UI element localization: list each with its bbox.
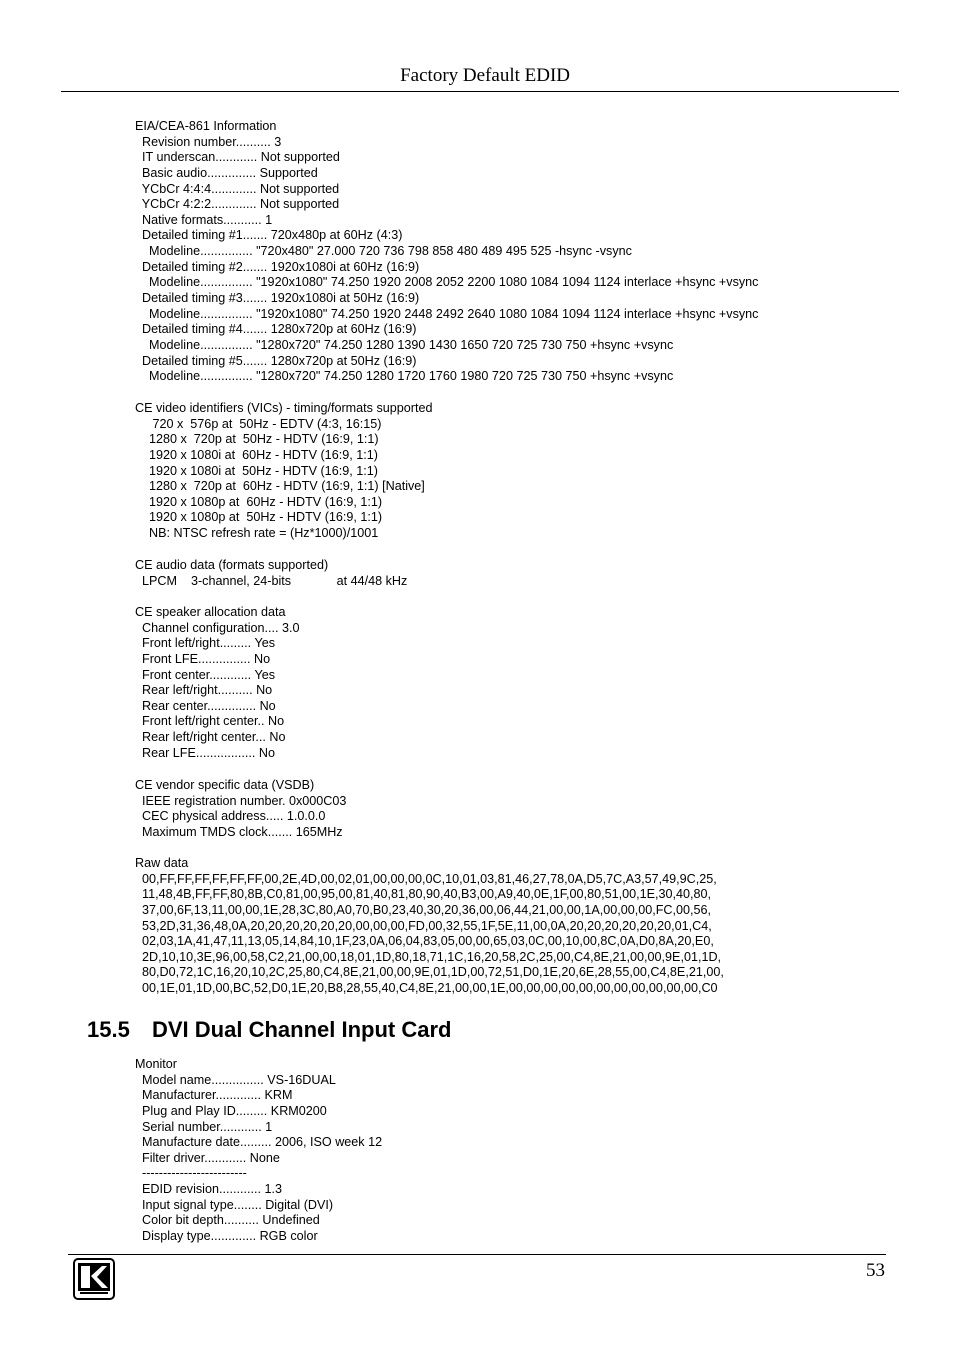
text-line: Modeline............... "1920x1080" 74.250 1920 2008 2052 2200 1080 1084 1094 1124 interlace +hsync +vsync	[135, 275, 759, 290]
text-line: Raw data	[135, 856, 189, 870]
text-line: 720 x 576p at 50Hz - EDTV (4:3, 16:15)	[135, 416, 382, 431]
text-line: 00,FF,FF,FF,FF,FF,FF,00,2E,4D,00,02,01,00,00,00,0C,10,01,03,81,46,27,78,0A,D5,7C,A3,57,49,9C,25,	[135, 871, 717, 886]
text-line: CE video identifiers (VICs) - timing/formats supported	[135, 401, 433, 415]
text-line: Front center............ Yes	[135, 667, 275, 682]
text-line: Rear left/right.......... No	[135, 683, 273, 698]
section-number: 15.5	[87, 1017, 130, 1042]
text-line: Front left/right......... Yes	[135, 636, 275, 651]
text-line: 11,48,4B,FF,FF,80,8B,C0,81,00,95,00,81,40,81,80,90,40,B3,00,A9,40,0E,1F,00,80,51,00,1E,30,40,80,	[135, 887, 712, 902]
text-line: CE speaker allocation data	[135, 605, 286, 619]
text-line: Native formats........... 1	[135, 212, 273, 227]
footer-rule	[68, 1254, 886, 1255]
text-line: EIA/CEA-861 Information	[135, 119, 277, 133]
text-line: Detailed timing #4....... 1280x720p at 60Hz (16:9)	[135, 322, 417, 337]
text-line: 00,1E,01,1D,00,BC,52,D0,1E,20,B8,28,55,40,C4,8E,21,00,00,1E,00,00,00,00,00,00,00,00,00,00,00,C0	[135, 981, 718, 996]
text-line: CE vendor specific data (VSDB)	[135, 778, 315, 792]
kramer-logo-glyph	[75, 1260, 113, 1298]
text-line: 1920 x 1080i at 60Hz - HDTV (16:9, 1:1)	[135, 447, 378, 462]
text-line: -------------------------	[135, 1166, 247, 1181]
text-line: Modeline............... "1280x720" 74.250 1280 1390 1430 1650 720 725 730 750 +hsync +vsync	[135, 337, 674, 352]
text-line: IT underscan............ Not supported	[135, 150, 340, 165]
text-line: NB: NTSC refresh rate = (Hz*1000)/1001	[135, 526, 379, 541]
text-line: Modeline............... "1280x720" 74.250 1280 1720 1760 1980 720 725 730 750 +hsync +vsync	[135, 369, 674, 384]
raw-data-block	[135, 856, 724, 997]
text-line: Detailed timing #5....... 1280x720p at 50Hz (16:9)	[135, 353, 417, 368]
text-line: Monitor	[135, 1057, 177, 1071]
header-rule	[61, 91, 899, 92]
section-title: DVI Dual Channel Input Card	[152, 1017, 452, 1042]
text-line: 1920 x 1080p at 60Hz - HDTV (16:9, 1:1)	[135, 494, 383, 509]
text-line: 1280 x 720p at 60Hz - HDTV (16:9, 1:1) [Native]	[135, 479, 425, 494]
text-line: Filter driver............ None	[135, 1150, 280, 1165]
text-line: LPCM 3-channel, 24-bits at 44/48 kHz	[135, 573, 408, 588]
kramer-logo-icon	[73, 1258, 115, 1300]
text-line: Manufacturer............. KRM	[135, 1088, 293, 1103]
text-line: Front left/right center.. No	[135, 714, 285, 729]
text-line: Maximum TMDS clock....... 165MHz	[135, 824, 343, 839]
text-line: Modeline............... "1920x1080" 74.250 1920 2448 2492 2640 1080 1084 1094 1124 interlace +hsync +vsync	[135, 306, 759, 321]
text-line: 37,00,6F,13,11,00,00,1E,28,3C,80,A0,70,B0,23,40,30,20,36,00,06,44,21,00,00,1A,00,00,00,FC,00,56,	[135, 902, 712, 917]
text-line: 2D,10,10,3E,96,00,58,C2,21,00,00,18,01,1D,80,18,71,1C,16,20,58,2C,25,00,C4,8E,21,00,00,9E,01,1D,	[135, 949, 722, 964]
text-line: 02,03,1A,41,47,11,13,05,14,84,10,1F,23,0A,06,04,83,05,00,00,65,03,0C,00,10,00,8C,0A,D0,8A,20,E0,	[135, 934, 714, 949]
text-line: Channel configuration.... 3.0	[135, 620, 300, 635]
text-line: YCbCr 4:4:4............. Not supported	[135, 181, 340, 196]
section-heading	[87, 1016, 451, 1044]
text-line: Model name............... VS-16DUAL	[135, 1072, 336, 1087]
text-line: Plug and Play ID......... KRM0200	[135, 1103, 327, 1118]
monitor-block	[135, 1057, 382, 1245]
text-line: 1280 x 720p at 50Hz - HDTV (16:9, 1:1)	[135, 432, 379, 447]
text-line: Modeline............... "720x480" 27.000 720 736 798 858 480 489 495 525 -hsync -vsync	[135, 244, 632, 259]
text-line: Color bit depth.......... Undefined	[135, 1213, 320, 1228]
text-line: Display type............. RGB color	[135, 1229, 318, 1244]
audio-data-block	[135, 558, 407, 589]
text-line: Serial number............ 1	[135, 1119, 273, 1134]
text-line: 80,D0,72,1C,16,20,10,2C,25,80,C4,8E,21,00,00,9E,01,1D,00,72,51,D0,1E,20,6E,28,55,00,C4,8E,21,00,	[135, 965, 724, 980]
text-line: 53,2D,31,36,48,0A,20,20,20,20,20,20,00,00,00,FD,00,32,55,1F,5E,11,00,0A,20,20,20,20,20,20,01,C4,	[135, 918, 712, 933]
text-line: Detailed timing #2....... 1920x1080i at 60Hz (16:9)	[135, 259, 420, 274]
page-number: 53	[866, 1260, 885, 1281]
speaker-allocation-block	[135, 605, 300, 761]
text-line: IEEE registration number. 0x000C03	[135, 793, 347, 808]
text-line: Front LFE............... No	[135, 651, 271, 666]
text-line: CE audio data (formats supported)	[135, 558, 329, 572]
text-line: CEC physical address..... 1.0.0.0	[135, 809, 326, 824]
text-line: Input signal type........ Digital (DVI)	[135, 1197, 334, 1212]
text-line: Rear LFE................. No	[135, 745, 275, 760]
vendor-specific-block	[135, 778, 346, 841]
text-line: 1920 x 1080p at 50Hz - HDTV (16:9, 1:1)	[135, 510, 383, 525]
text-line: EDID revision............ 1.3	[135, 1182, 282, 1197]
text-line: YCbCr 4:2:2............. Not supported	[135, 197, 340, 212]
text-line: Basic audio.............. Supported	[135, 165, 318, 180]
text-line: Manufacture date......... 2006, ISO week 12	[135, 1135, 383, 1150]
eia-cea-info-block	[135, 119, 758, 385]
text-line: Revision number.......... 3	[135, 134, 282, 149]
page-header-title: Factory Default EDID	[400, 65, 570, 86]
text-line: Detailed timing #3....... 1920x1080i at 50Hz (16:9)	[135, 291, 420, 306]
text-line: 1920 x 1080i at 50Hz - HDTV (16:9, 1:1)	[135, 463, 378, 478]
vic-block	[135, 401, 432, 542]
text-line: Rear center.............. No	[135, 698, 276, 713]
text-line: Detailed timing #1....... 720x480p at 60Hz (4:3)	[135, 228, 403, 243]
text-line: Rear left/right center... No	[135, 730, 286, 745]
